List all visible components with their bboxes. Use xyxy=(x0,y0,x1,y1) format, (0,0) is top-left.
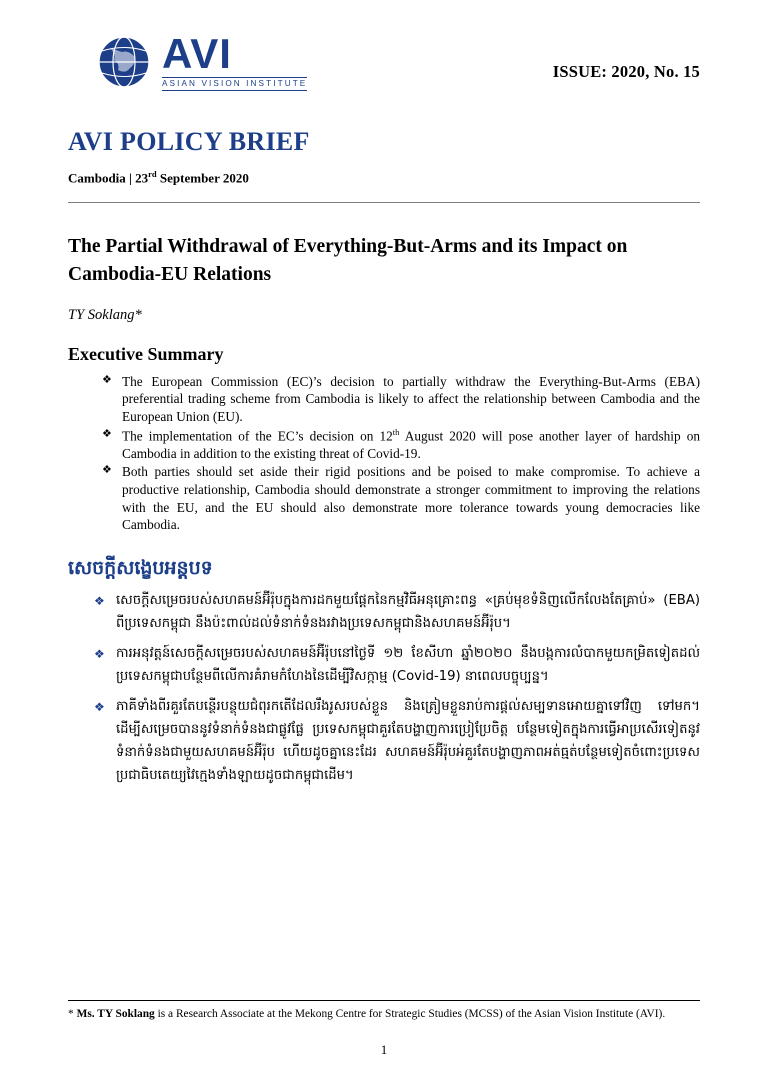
publication-date: September 2020 xyxy=(156,170,249,186)
list-item-text: ភាគីទាំងពីរគួរតែបន្ថើរបន្ថុយជំពុរកតើដែលរឹងរូសរបស់ខ្លួន និងត្រៀមខ្លួនរាប់ការផ្ដល់សម្បទានអោយគ្នាទៅវិញ ទៅមក។ ដើម្បីសម្រេចបាននូវទំនាក់ទំនងជាផ្លូវផ្លែ ប្រទេសកម្ពុជាគួរតែបង្ហាញការប្រៀប្រែចិត្ត បន្ថែមទៀតក្នុងការធ្វើអាប្រសើរទៀតនូវទំនាក់ទំនងជាមួយសហគមន៍អ៊ីរ៉ុប ហើយដូចគ្នានេះដែរ សហគមន៍អ៊ីរ៉ុបអ់គួរតែបង្ហាញភាពអត់ធ្មត់បន្ថែមទៀតចំពោះប្រទេសប្រជាធិបតេយ្យវៃក្មេងទាំងឡាយដូចជាកម្ពុជាដើម។ xyxy=(116,698,700,783)
article-author: TY Soklang* xyxy=(68,306,142,323)
date-ordinal-suffix: rd xyxy=(148,168,157,179)
issue-label: ISSUE: 2020, No. 15 xyxy=(552,62,700,81)
globe-icon xyxy=(96,34,152,90)
publication-meta xyxy=(68,169,700,186)
article-title: The Partial Withdrawal of Everything-But-Arms and its Impact on Cambodia-EU Relations xyxy=(68,236,628,285)
executive-summary-heading: Executive Summary xyxy=(68,343,224,364)
footnote-marker: * xyxy=(68,1007,74,1020)
list-item-text: សេចក្តីសម្រេចរបស់សហគមន៍អ៊ីរ៉ុបក្នុងការដកមួយផ្ដែកនៃកម្មវិធីអនុគ្រោះពន្ធ «គ្រប់មុខទំនិញលើកលែងតែគ្រាប់» (EBA) ពីប្រទេសកម្ពុជា នឹងប៉ះពាល់ដល់ទំនាក់ទំនងរវាងប្រទេសកម្ពុជានិងសហគមន៍អ៊ីរ៉ុប។ xyxy=(116,593,700,632)
logo-text xyxy=(162,30,308,91)
diamond-bullet-icon: ❖ xyxy=(94,647,105,661)
logo-acronym: AVI xyxy=(162,30,232,77)
page-number: 1 xyxy=(380,1042,388,1057)
footnote-text xyxy=(68,1007,700,1022)
executive-summary-list xyxy=(68,373,700,534)
list-item-superscript: th xyxy=(392,426,400,437)
footnote-body: is a Research Associate at the Mekong Centre for Strategic Studies (MCSS) of the Asian Vision Institute (AVI). xyxy=(154,1007,666,1020)
footnote-author-name: Ms. TY Soklang xyxy=(76,1007,155,1020)
list-item xyxy=(102,463,700,534)
diamond-bullet-icon: ❖ xyxy=(102,464,112,477)
list-item-text: The European Commission (EC)’s decision to partially withdraw the Everything-But-Arms (EBA) preferential trading scheme from Cambodia is likely to affect the relationship between Cambodia and the European Union (EU). xyxy=(122,373,700,424)
diamond-bullet-icon: ❖ xyxy=(102,427,112,440)
list-item xyxy=(102,373,700,426)
list-item xyxy=(94,643,700,689)
list-item-text: ការអនុវត្តន៍សេចក្តីសម្រេចរបស់សហគមន៍អ៊ីរ៉ុបនៅថ្ងៃទី ១២ ខែសីហា ឆ្នាំ២០២០ នឹងបង្កការលំបាកមួយកម្រិតទៀតដល់ប្រទេសកម្ពុជាបន្ថែមពីលើការគំរាមកំហែងនៃដើម្បីវិសក្កាម្ម (Covid-19) នាពេលបច្ចុប្បន្ន។ xyxy=(116,646,700,684)
publication-location: Cambodia | 23 xyxy=(68,170,149,186)
khmer-summary-list xyxy=(68,590,700,788)
footnote-area xyxy=(68,1000,700,1022)
diamond-bullet-icon: ❖ xyxy=(94,594,105,609)
list-item xyxy=(102,427,700,463)
diamond-bullet-icon: ❖ xyxy=(102,373,112,386)
list-item-text: The implementation of the EC’s decision on 12 xyxy=(122,428,393,444)
footnote-divider xyxy=(68,1000,700,1001)
list-item-text: Both parties should set aside their rigid positions and be poised to make compromise. To achieve a productive relationship, Cambodia should demonstrate a stronger commitment to improving the relations with the EU, and the EU should also demonstrate more tolerance towards young democracies like Cambodia. xyxy=(122,464,700,533)
diamond-bullet-icon: ❖ xyxy=(94,699,105,714)
list-item-text-cont: August 2020 will pose another layer of hardship on Cambodia in addition to the existing threat of Covid-19. xyxy=(122,428,700,461)
logo-subtitle: ASIAN VISION INSTITUTE xyxy=(162,77,307,91)
publication-title: AVI POLICY BRIEF xyxy=(68,126,310,156)
header-divider xyxy=(68,202,700,203)
khmer-section-heading: សេចក្តីសង្ខេបអន្តបទ xyxy=(68,557,213,580)
avi-logo xyxy=(96,30,308,91)
masthead xyxy=(68,30,700,91)
list-item xyxy=(94,590,700,636)
list-item xyxy=(94,696,700,788)
